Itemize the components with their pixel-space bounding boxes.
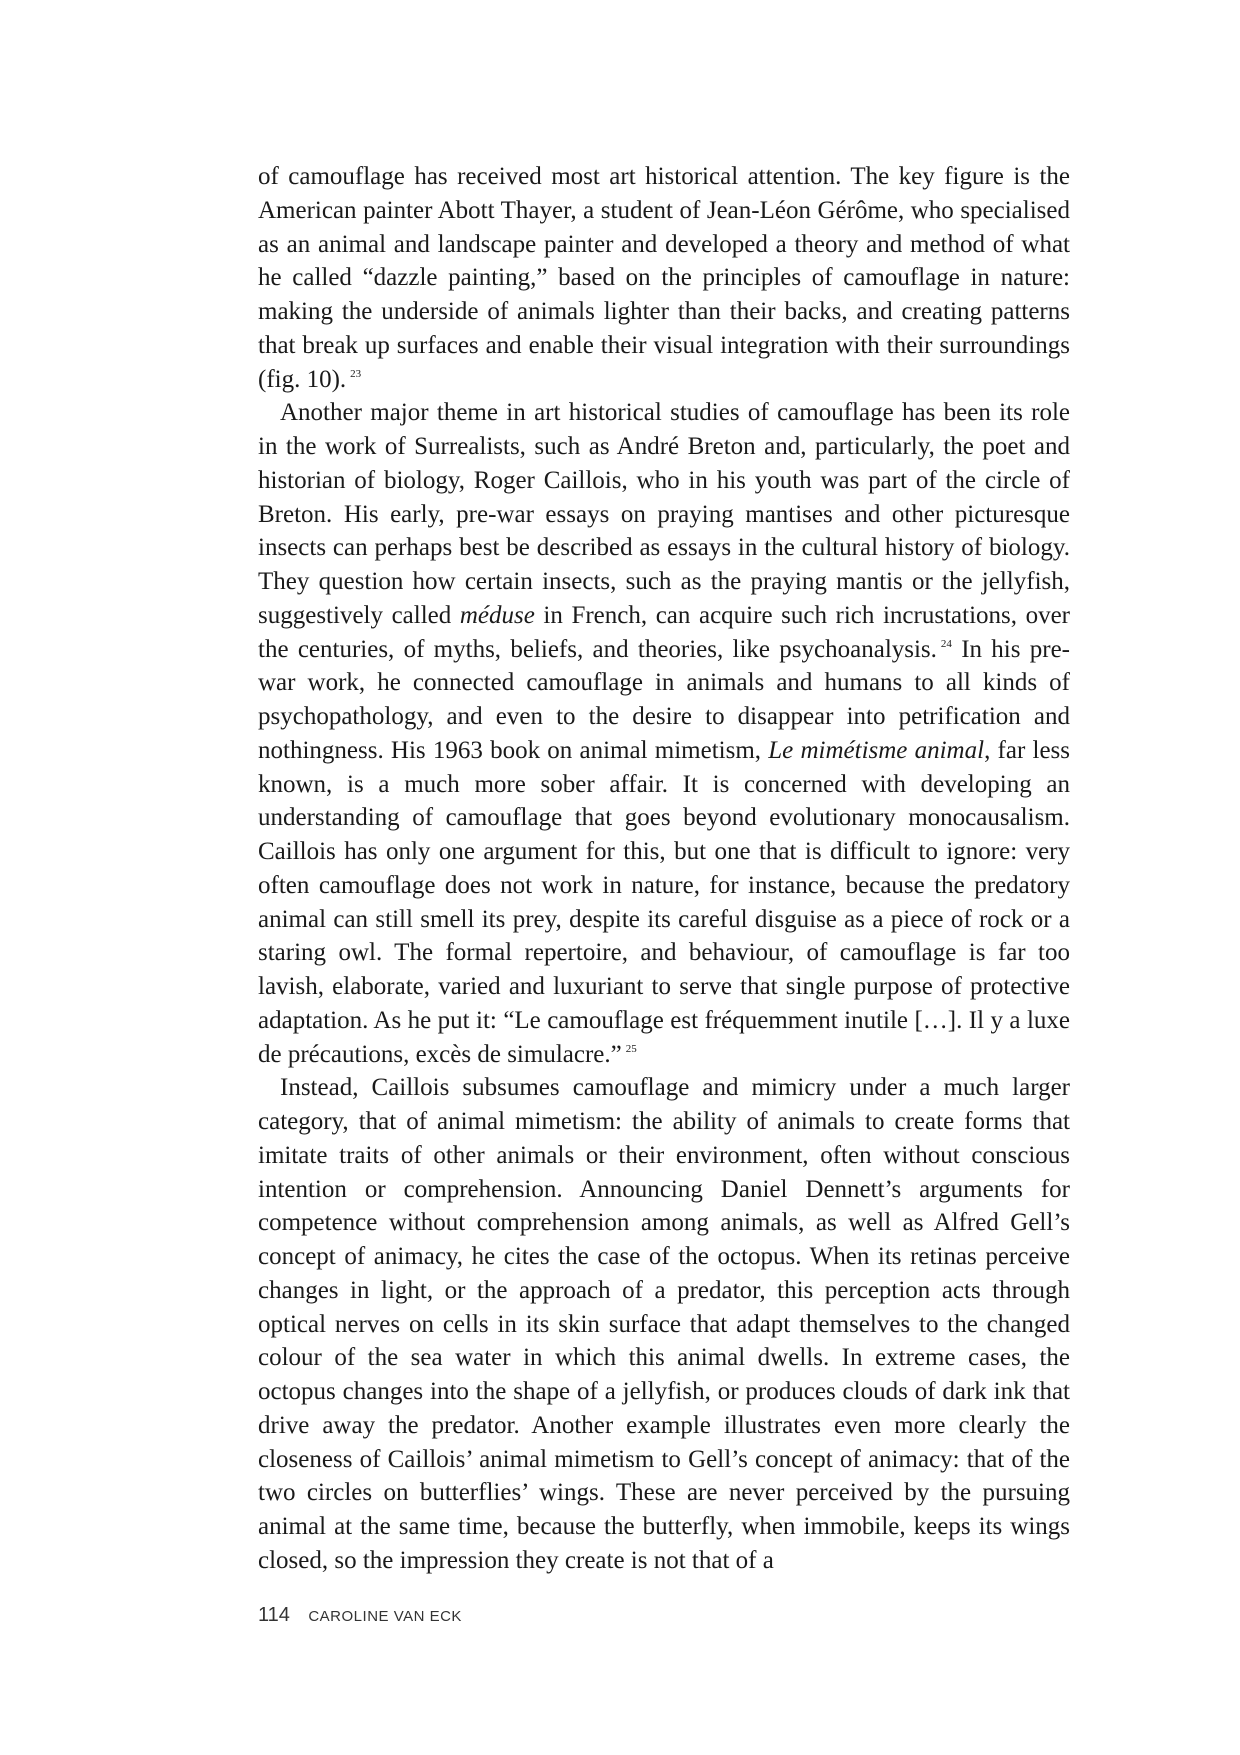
text-run: of camouflage has received most art historical attention. The key figure is the American painter Abott Thayer, a student of Jean-Léon Gérôme, who specialised as an animal and landscape painter and developed a theory and method of what he called “dazzle painting,” based on the principles of camouflage in nature: making the underside of animals lighter than their backs, and creating patterns that break up surfaces and enable their visual integration with their surroundings (fig. 10). [258, 163, 1070, 393]
text-run: Instead, Caillois subsumes camouflage and mimicry under a much larger category, that of animal mimetism: the ability of animals to create forms that imitate traits of other animals or their environment, often without conscious intention or comprehension. Announcing Daniel Dennett’s arguments for competence without comprehension among animals, as well as Alfred Gell’s concept of animacy, he cites the case of the octopus. When its retinas perceive changes in light, or the approach of a predator, this perception acts through optical nerves on cells in its skin surface that adapt themselves to the changed colour of the sea water in which this animal dwells. In extreme cases, the octopus changes into the shape of a jellyfish, or produces clouds of dark ink that drive away the predator. Another example illustrates even more clearly the closeness of Caillois’ animal mimetism to Gell’s concept of animacy: that of the two circles on butterflies’ wings. These are never perceived by the pursuing animal at the same time, because the butterfly, when immobile, keeps its wings closed, so the impression they create is not that of a [258, 1074, 1070, 1574]
paragraph-1 [258, 160, 1070, 396]
body-text [258, 160, 1070, 1578]
footnote-ref: 24 [940, 637, 952, 650]
italic-title: Le mimétisme animal [768, 736, 985, 764]
italic-title: méduse [459, 601, 535, 629]
running-head-author: CAROLINE VAN ECK [308, 1608, 462, 1625]
text-run: In his pre-war work, he connected camouflage in animals and humans to all kinds of psychopathology, and even to the desire to disappear into petrification and nothingness. His 1963 book on animal mimetism, [258, 635, 1070, 764]
paragraph-2 [258, 396, 1070, 1071]
footnote-ref: 23 [350, 367, 362, 380]
text-run: , far less known, is a much more sober affair. It is concerned with developing an understanding of camouflage that goes beyond evolutionary monocausalism. Caillois has only one argument for this, but one that is difficult to ignore: very often camouflage does not work in nature, for instance, because the predatory animal can still smell its prey, despite its careful disguise as a piece of rock or a staring owl. The formal repertoire, and behaviour, of camouflage is far too lavish, elaborate, varied and luxuriant to serve that single purpose of protective adaptation. As he put it: “Le camouflage est fréquemment inutile […]. Il y a luxe de précautions, excès de simulacre.” [258, 736, 1070, 1068]
text-run: in French, can acquire such rich incrustations, over the centuries, of myths, beliefs, and theories, like psychoanalysis. [258, 601, 1070, 663]
page-number: 114 [258, 1604, 290, 1626]
paragraph-3 [258, 1071, 1070, 1577]
footnote-ref: 25 [625, 1042, 637, 1055]
text-run: Another major theme in art historical studies of camouflage has been its role in the work of Surrealists, such as André Breton and, particularly, the poet and historian of biology, Roger Caillois, who in his youth was part of the circle of Breton. His early, pre-war essays on praying mantises and other picturesque insects can perhaps best be described as essays in the cultural history of biology. They question how certain insects, such as the praying mantis or the jellyfish, suggestively called [258, 399, 1070, 629]
page-footer [258, 1604, 462, 1627]
